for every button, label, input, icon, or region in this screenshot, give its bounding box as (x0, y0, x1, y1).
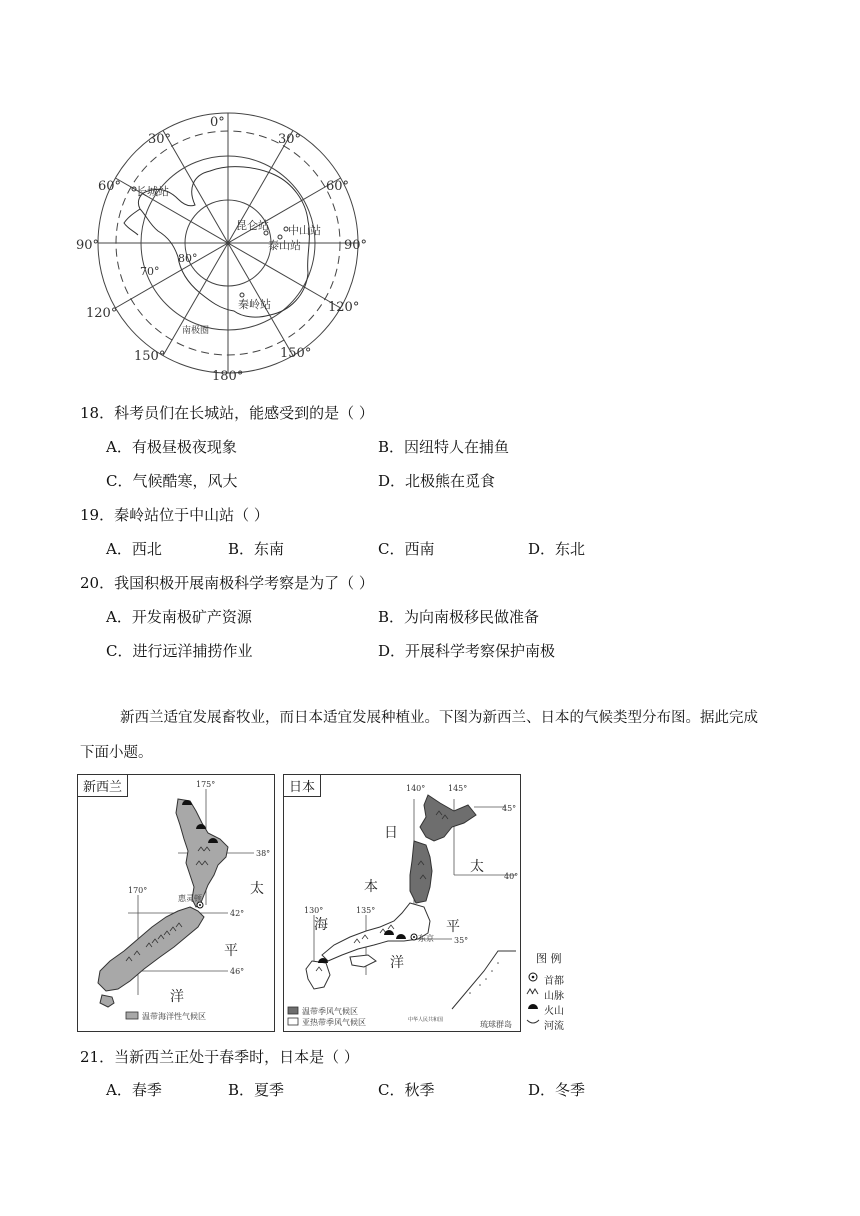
q20-option-a[interactable]: A．开发南极矿产资源 (106, 608, 252, 626)
nz-ocean-char1: 太 (250, 881, 264, 897)
lon-30w: 30° (148, 132, 172, 147)
lon-180: 180° (212, 369, 244, 384)
jp-lon-140: 140° (406, 784, 426, 793)
jp-inset-label: 琉球群岛 (480, 1020, 512, 1029)
antarctica-polar-map (70, 105, 390, 385)
q18-option-a[interactable]: A．有极昼极夜现象 (106, 438, 237, 456)
nz-ocean-char2: 平 (224, 943, 238, 959)
q20-option-d[interactable]: D．开展科学考察保护南极 (378, 642, 556, 660)
q19-option-b[interactable]: B．东南 (228, 540, 285, 558)
legend-volcano: 火山 (544, 1006, 564, 1017)
nz-lat-38: 38° (256, 849, 271, 858)
nz-lat-42: 42° (230, 909, 245, 918)
lon-120e: 120° (328, 300, 360, 315)
q18-option-b[interactable]: B．因纽特人在捕鱼 (378, 438, 510, 456)
legend-mountain: 山脉 (544, 991, 564, 1002)
nz-lat-46: 46° (230, 967, 245, 976)
station-changcheng: 长城站 (136, 185, 169, 198)
q20-option-b[interactable]: B．为向南极移民做准备 (378, 608, 540, 626)
lon-60e: 60° (326, 179, 350, 194)
question-20-stem: 20．我国积极开展南极科学考察是为了（ ） (80, 574, 374, 592)
jp-legend-temperate: 温带季风气候区 (302, 1007, 358, 1016)
jp-sea-char3: 海 (314, 917, 328, 933)
lon-150e: 150° (280, 346, 312, 361)
legend-title: 图 例 (536, 952, 562, 965)
q18-option-d[interactable]: D．北极熊在觅食 (378, 472, 496, 490)
question-19-stem: 19．秦岭站位于中山站（ ） (80, 506, 269, 524)
nz-map-drawing (78, 775, 274, 1031)
nz-lon-175: 175° (196, 780, 216, 789)
jp-ocean-char2: 平 (446, 919, 460, 935)
mountain-icon (527, 989, 538, 994)
jp-lat-40: 40° (504, 872, 519, 881)
lon-120w: 120° (86, 306, 118, 321)
q20-option-c[interactable]: C．进行远洋捕捞作业 (106, 642, 253, 660)
jp-map-drawing (284, 775, 520, 1031)
map-legend (522, 950, 582, 1034)
legend-symbols (526, 972, 540, 1032)
jp-lon-130: 130° (304, 906, 324, 915)
jp-lon-145: 145° (448, 784, 468, 793)
q18-option-c[interactable]: C．气候酷寒，风大 (106, 472, 238, 490)
question-21-stem: 21．当新西兰正处于春季时，日本是（ ） (80, 1048, 359, 1066)
legend-capital: 首都 (544, 976, 564, 987)
nz-capital-label: 惠灵顿 (178, 894, 202, 903)
q19-option-c[interactable]: C．西南 (378, 540, 435, 558)
volcano-icon (528, 1004, 538, 1009)
jp-map-title: 日本 (284, 775, 321, 797)
passage-intro-line1: 新西兰适宜发展畜牧业，而日本适宜发展种植业。下图为新西兰、日本的气候类型分布图。据此完成 (120, 710, 758, 726)
jp-scale-note: 中华人民共和国 (408, 1017, 444, 1023)
jp-lat-35: 35° (454, 936, 469, 945)
jp-ocean-char1: 太 (470, 859, 484, 875)
station-zhongshan: 中山站 (288, 224, 321, 237)
new-zealand-map (77, 774, 275, 1032)
nz-lon-170: 170° (128, 886, 148, 895)
lon-60w: 60° (98, 179, 122, 194)
lon-150w: 150° (134, 349, 166, 364)
jp-legend-subtropical: 亚热带季风气候区 (302, 1018, 366, 1027)
lon-30e: 30° (278, 132, 302, 147)
q21-option-b[interactable]: B．夏季 (228, 1081, 285, 1099)
nz-legend-text: 温带海洋性气候区 (142, 1012, 206, 1021)
jp-lon-135: 135° (356, 906, 376, 915)
lat-80: 80° (178, 252, 198, 265)
passage-intro-line2: 下面小题。 (80, 745, 153, 761)
q21-option-d[interactable]: D．冬季 (528, 1081, 586, 1099)
question-18-stem: 18．科考员们在长城站，能感受到的是（ ） (80, 404, 374, 422)
station-taishan: 泰山站 (268, 239, 301, 252)
nz-map-title: 新西兰 (78, 775, 128, 797)
jp-sea-char1: 日 (384, 825, 398, 841)
q21-option-c[interactable]: C．秋季 (378, 1081, 435, 1099)
q19-option-d[interactable]: D．东北 (528, 540, 586, 558)
jp-lat-45: 45° (502, 804, 517, 813)
q21-option-a[interactable]: A．春季 (106, 1081, 162, 1099)
q19-option-a[interactable]: A．西北 (106, 540, 162, 558)
legend-river: 河流 (544, 1021, 564, 1032)
station-qinling: 秦岭站 (238, 298, 271, 311)
lat-70: 70° (140, 265, 160, 278)
jp-capital-label: 东京 (418, 934, 434, 943)
station-kunlun: 昆仑站 (236, 219, 269, 232)
lon-0: 0° (210, 115, 225, 130)
japan-map (283, 774, 521, 1032)
station-marker-icon (240, 293, 244, 297)
nz-ocean-char3: 洋 (170, 989, 184, 1005)
jp-ocean-char3: 洋 (390, 955, 404, 971)
lon-90e: 90° (344, 238, 368, 253)
river-icon (527, 1020, 539, 1023)
jp-sea-char2: 本 (364, 879, 378, 895)
antarctic-circle-label: 南极圈 (182, 326, 210, 336)
lon-90w: 90° (76, 238, 100, 253)
